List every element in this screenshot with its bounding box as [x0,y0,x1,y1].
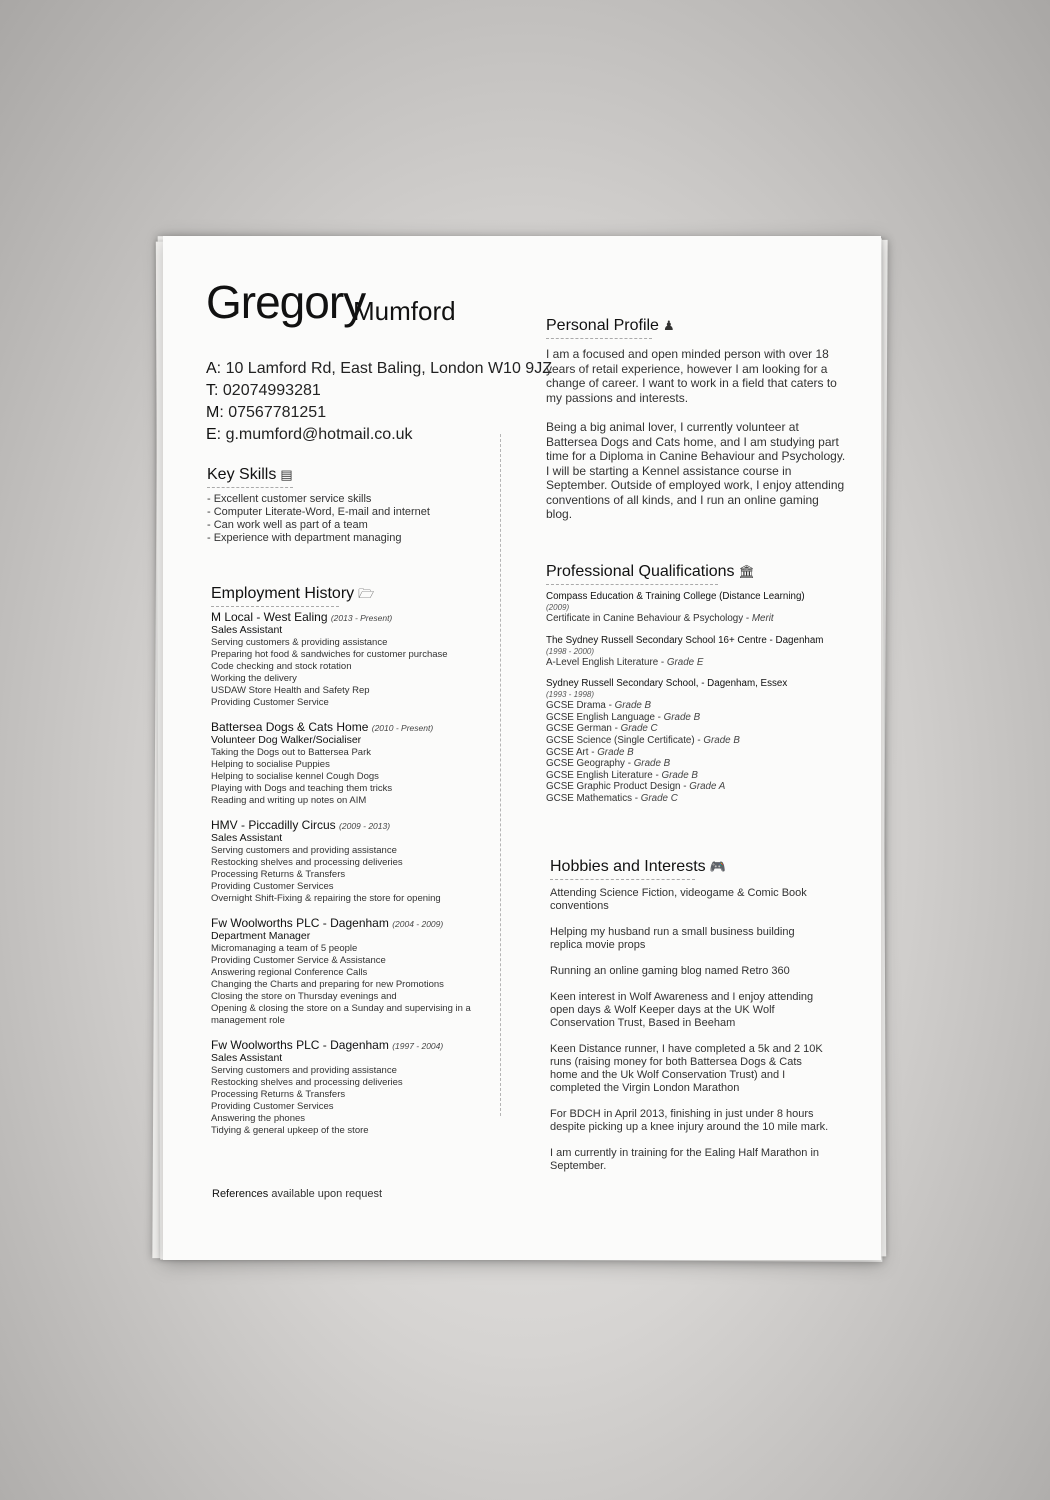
gamepad-icon: 🎮 [709,859,726,874]
qualification-years: (1993 - 1998) [546,690,595,700]
qualification-subject: GCSE English Language [546,711,655,723]
job-duty: Processing Returns & Transfers [211,1088,346,1100]
list-item: - Experience with department managing [207,532,402,544]
job-duty: Changing the Charts and preparing for new Promotions [211,978,444,990]
hobbies-list [550,887,830,1173]
heading-underline [546,584,718,585]
qualification-grade: Grade B [661,769,698,781]
profile-heading: Personal Profile ♟ [546,317,675,334]
hobby-item: Helping my husband run a small business building replica movie props [550,926,795,951]
qualification-line: GCSE Geography - Grade B [546,758,671,770]
qualification-subject: Certificate in Canine Behaviour & Psychology [546,613,744,624]
contact-mobile: M: 07567781251 [206,404,327,421]
qualification-subject: A-Level English Literature [546,656,659,668]
job-dates: (2009 - 2013) [339,821,391,832]
list-item: - Computer Literate-Word, E-mail and internet [207,506,430,518]
heading-underline [550,879,695,880]
qualification-years: (1998 - 2000) [546,646,595,656]
job-role: Sales Assistant [211,832,283,845]
job-duty: Opening & closing the store on a Sunday and supervising in a [211,1002,471,1014]
job-employer: M Local - West Ealing [211,610,328,624]
profile-text [546,347,846,522]
job-duty: Answering regional Conference Calls [211,966,368,978]
qualification-line: A-Level English Literature - Grade E [546,656,704,668]
qualification-line: GCSE English Literature - Grade B [546,769,698,781]
qualifications-heading: Professional Qualifications 🏛 [546,563,756,580]
qualifications-section [546,562,856,815]
list-item: - Excellent customer service skills [207,493,372,505]
first-name: Gregory [206,276,366,328]
hobby-item: Attending Science Fiction, videogame & Comic Book conventions [550,887,807,912]
job-entry [211,1039,491,1137]
job-employer: Battersea Dogs & Cats Home [211,720,369,735]
qualification-grade: Grade B [614,700,652,712]
job-duty: Helping to socialise Puppies [211,758,330,770]
contact-address: A: 10 Lamford Rd, East Baling, London W10 9JZ [206,360,552,377]
qualification-school: The Sydney Russell Secondary School 16+ Centre - Dagenham [546,634,824,646]
job-duty: Micromanaging a team of 5 people [211,942,358,954]
hobbies-heading: Hobbies and Interests 🎮 [550,858,726,875]
contact-details [206,358,552,446]
profile-section [546,316,846,537]
qualification-grade: Grade B [663,711,701,723]
job-duty: Tidying & general upkeep of the store [211,1125,369,1137]
qualification-subject: GCSE Art [546,746,589,758]
job-duty: Serving customers and providing assistance [211,1064,397,1076]
job-entry [211,819,491,905]
qualification-subject: GCSE Graphic Product Design [546,781,681,793]
job-duty: Helping to socialise kennel Cough Dogs [211,770,379,782]
job-role: Sales Assistant [211,1052,283,1065]
job-entry [211,721,491,807]
job-dates: (2010 - Present) [371,723,434,734]
hobby-item: Keen Distance runner, I have completed a 5k and 2 10K runs (raising money for both Battersea Dogs & Cats home and the Uk Wolf Conservation Trust) and I completed the Virgin London Marathon [550,1043,823,1094]
employment-heading: Employment History 🗁 [211,585,375,602]
qualification-grade: Grade E [666,656,704,668]
job-duty: Providing Customer Service & Assistance [211,954,386,966]
heading-underline [211,606,339,607]
qualification-grade: Grade A [689,781,726,793]
job-duty: Preparing hot food & sandwiches for customer purchase [211,648,448,660]
hobby-item: For BDCH in April 2013, finishing in just under 8 hours despite picking up a knee injury around the 10 mile mark. [550,1108,829,1133]
heading-underline [546,338,652,339]
qualification-line: GCSE Art - Grade B [546,746,634,758]
job-title [211,819,491,833]
qualification-subject: GCSE German [546,723,612,735]
qualification-line: GCSE German - Grade C [546,723,658,735]
job-duty: USDAW Store Health and Safety Rep [211,684,370,696]
job-duty: Serving customers and providing assistance [211,844,397,856]
job-duty: Playing with Dogs and teaching them tricks [211,782,393,794]
job-employer: Fw Woolworths PLC - Dagenham [211,1038,389,1053]
qualification-grade: Grade C [640,792,678,804]
job-duty: Serving customers & providing assistance [211,636,388,648]
job-entry [211,611,491,709]
profile-paragraph: Being a big animal lover, I currently volunteer at Battersea Dogs and Cats home, and I am studying part time for a Diploma in Canine Behaviour and Psychology. I will be starting a Kennel assistance course in September. Outside of employed work, I enjoy attending conventions of all kinds, and I run an online gaming blog. [546,420,846,521]
qualification-grade: Grade B [703,734,740,746]
job-title [211,611,491,625]
qualification-line: Certificate in Canine Behaviour & Psychology - Merit [546,613,774,624]
job-dates: (1997 - 2004) [392,1041,444,1052]
job-duty: Providing Customer Services [211,880,334,892]
job-duty: Taking the Dogs out to Battersea Park [211,746,372,758]
job-duty: Providing Customer Services [211,1100,334,1112]
job-role: Volunteer Dog Walker/Socialiser [211,734,362,747]
job-duty: Overnight Shift-Fixing & repairing the store for opening [211,892,441,904]
hobby-item: Running an online gaming blog named Retro 360 [550,965,790,977]
contact-email: E: g.mumford@hotmail.co.uk [206,426,413,443]
job-title [211,721,491,735]
qualification-years: (2009) [546,603,570,612]
job-duty: Working the delivery [211,672,297,684]
qualification-school: Compass Education & Training College (Distance Learning) [546,591,805,602]
qualification-school: Sydney Russell Secondary School, - Dagenham, Essex [546,678,788,690]
job-duty: Code checking and stock rotation [211,660,352,672]
column-divider [500,434,501,1116]
key-skills-section [207,465,430,545]
qualification-entry [546,678,856,804]
job-duty: management role [211,1015,285,1027]
job-dates: (2013 - Present) [330,613,393,623]
last-name: Mumford [353,296,456,326]
qualification-line: GCSE Drama - Grade B [546,700,652,712]
job-duty: Restocking shelves and processing deliveries [211,1076,403,1088]
resume-page [163,236,881,1260]
person-icon: ♟ [662,318,675,333]
job-duty: Closing the store on Thursday evenings and [211,990,397,1002]
job-duty: Answering the phones [211,1113,306,1125]
qualification-line: GCSE Science (Single Certificate) - Grade B [546,734,740,746]
qualification-grade: Grade B [597,746,634,758]
hobby-item: I am currently in training for the Ealing Half Marathon in September. [550,1147,820,1172]
contact-telephone: T: 02074993281 [206,382,321,399]
job-title [211,1039,491,1053]
job-dates: (2004 - 2009) [392,919,444,929]
job-employer: HMV - Piccadilly Circus [211,818,336,833]
job-list [211,611,491,1137]
hobbies-section [550,857,830,1186]
folder-icon: 🗁 [358,586,375,601]
qualification-grade: Grade B [633,758,671,770]
qualification-line: GCSE Mathematics - Grade C [546,792,678,804]
job-role: Department Manager [211,930,311,942]
qualification-line: GCSE English Language - Grade B [546,711,701,723]
qualification-subject: GCSE Drama [546,700,606,712]
employment-section [211,584,491,1149]
institution-icon: 🏛 [738,564,756,579]
key-skills-heading: Key Skills ▤ [207,466,293,483]
references-note: References available upon request [212,1188,383,1200]
qualification-entry [546,635,856,669]
qualification-subject: GCSE Science (Single Certificate) [546,734,695,746]
job-duty: Providing Customer Service [211,696,329,708]
hobby-item: Keen interest in Wolf Awareness and I enjoy attending open days & Wolf Keeper days at the UK Wolf Conservation Trust, Based in Beeham [550,991,814,1029]
job-duty: Reading and writing up notes on AIM [211,794,367,806]
qualification-subject: GCSE Geography [546,758,625,770]
qualification-list [546,591,856,805]
qualification-entry [546,591,856,625]
job-entry [211,917,491,1027]
job-duty: Restocking shelves and processing deliveries [211,856,403,868]
job-title [211,917,491,931]
qualification-grade: Merit [751,613,774,624]
qualification-grade: Grade C [620,723,658,735]
job-role: Sales Assistant [211,624,283,636]
key-skills-list [207,493,430,545]
qualification-subject: GCSE English Literature [546,769,653,781]
job-employer: Fw Woolworths PLC - Dagenham [211,916,389,930]
qualification-line: GCSE Graphic Product Design - Grade A [546,781,726,793]
qualification-subject: GCSE Mathematics [546,792,633,804]
profile-paragraph: I am a focused and open minded person with over 18 years of retail experience, however I am looking for a change of career. I want to work in a field that caters to my passions and interests. [546,347,837,405]
heading-underline [207,487,293,488]
job-duty: Processing Returns & Transfers [211,868,346,880]
list-item: - Can work well as part of a team [207,519,368,531]
notebook-icon: ▤ [280,467,293,482]
